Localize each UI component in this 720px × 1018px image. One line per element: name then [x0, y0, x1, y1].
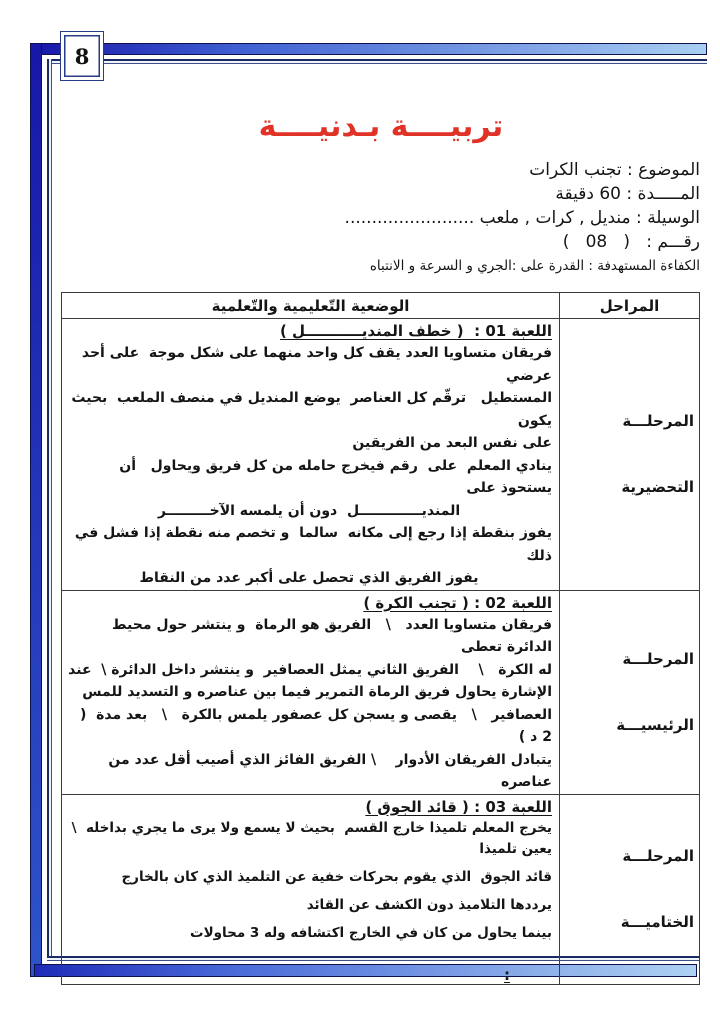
table-row-main [62, 590, 700, 794]
stage-cell-final [560, 794, 700, 984]
document-content [62, 63, 700, 985]
text-line: يرددها التلاميذ دون الكشف عن القائد [306, 896, 552, 913]
stage-cell-main [560, 590, 700, 794]
frame-left-bar [30, 43, 42, 977]
header-stages: المراحل [560, 293, 700, 319]
text-line: بينما يحاول من كان في الخارج اكتشافه وله 3 محاولات [190, 924, 552, 941]
info-duration: المـــــدة : 60 دقيقة [555, 184, 700, 204]
text-line: يفوز الفريق الذي تحصل على أكبر عدد من النقاط [139, 570, 479, 586]
text-line: يفوز بنقطة إذا رجع إلى مكانه سالما و تخصم منه نقطة إذا فشل في ذلك [70, 525, 552, 564]
text-line: ينادي المعلم على رقم فيخرج حامله من كل فريق ويحاول أن يستحوذ على [114, 457, 552, 496]
content-cell-game-02 [62, 590, 560, 794]
page-number-badge [60, 31, 104, 81]
lesson-plan-table [61, 292, 700, 985]
frame-top-bar [34, 43, 707, 55]
content-cell-game-01 [62, 319, 560, 591]
content-cell-game-03 [62, 794, 560, 984]
stage-label-line: الرئيسيـــة [616, 716, 694, 734]
text-line: له الكرة \ الفريق الثاني يمثل العصافير و ينتشر داخل الدائرة \ عند [68, 661, 552, 678]
stage-label-line: المرحلـــة [622, 650, 694, 668]
info-subject: الموضوع : تجنب الكرات [529, 160, 700, 180]
text-line: فريقان متساويا العدد يقف كل واحد منهما على شكل موجة على أحد عرضي [77, 345, 552, 384]
stage-label-line: التحضيرية [621, 478, 694, 497]
text-line: العصافير \ يقصى و يسجن كل عصفور يلمس بالكرة \ بعد مدة ( 2 د ) [75, 706, 552, 745]
info-competency: الكفاءة المستهدفة : القدرة على :الجري و السرعة و الانتباه [369, 258, 700, 274]
text-line: فريقان متساويا العدد \ الفريق هو الرماة و ينتشر حول محيط الدائرة تعطى [107, 616, 552, 655]
text-line: المنديـــــــــــــل دون أن يلمسه الآخـــــــــر [157, 502, 461, 519]
frame-left-inner-line [47, 59, 52, 961]
table-header-row [62, 293, 700, 319]
header-info-block [62, 158, 700, 278]
table-row-final [62, 794, 700, 984]
text-line: يخرج المعلم تلميذا خارج القسم بحيث لا يسمع ولا يرى ما يجري بداخله \ يعين تلميذا [66, 819, 552, 857]
stage-label-line: الختاميـــة [620, 913, 694, 931]
header-situation: الوضعية التّعليمية والتّعلمية [62, 293, 560, 319]
stage-label-line: المرحلـــة [622, 847, 694, 865]
table-row-preparatory [62, 319, 700, 591]
game-02-title: اللعبة 02 : ( تجنب الكرة ) [363, 593, 552, 612]
game-01-title: اللعبة 01 : ( خطف المنديـــــــــــل ) [279, 322, 552, 340]
page-number: 8 [74, 43, 90, 69]
stage-label-line: المرحلـــة [622, 412, 694, 431]
info-means: الوسيلة : منديل , كرات , ملعب ........................ [344, 208, 700, 228]
text-line: المستطيل ترقّم كل العناصر يوضع المنديل في منصف الملعب بحيث يكون [66, 390, 552, 429]
info-number: رقـــم : ( 08 ) [562, 232, 700, 252]
text-line: قائد الجوق الذي يقوم بحركات خفية عن التلميذ الذي كان بالخارج [121, 868, 552, 885]
page-title: تربيــــة بـدنيــــة [258, 109, 504, 144]
text-line: يتبادل الفريقان الأدوار \ الفريق الفائز الذي أصيب أقل عدد من عناصره [103, 751, 552, 790]
stage-cell-preparatory [560, 319, 700, 591]
end-mark: : [504, 965, 510, 984]
text-line: على نفس البعد من الفريقين [352, 435, 552, 451]
game-03-title: اللعبة 03 : ( قائد الجوق ) [365, 797, 552, 816]
text-line: الإشارة يحاول فريق الرماة التمرير فيما بين عناصره و التسديد للمس [82, 684, 552, 700]
